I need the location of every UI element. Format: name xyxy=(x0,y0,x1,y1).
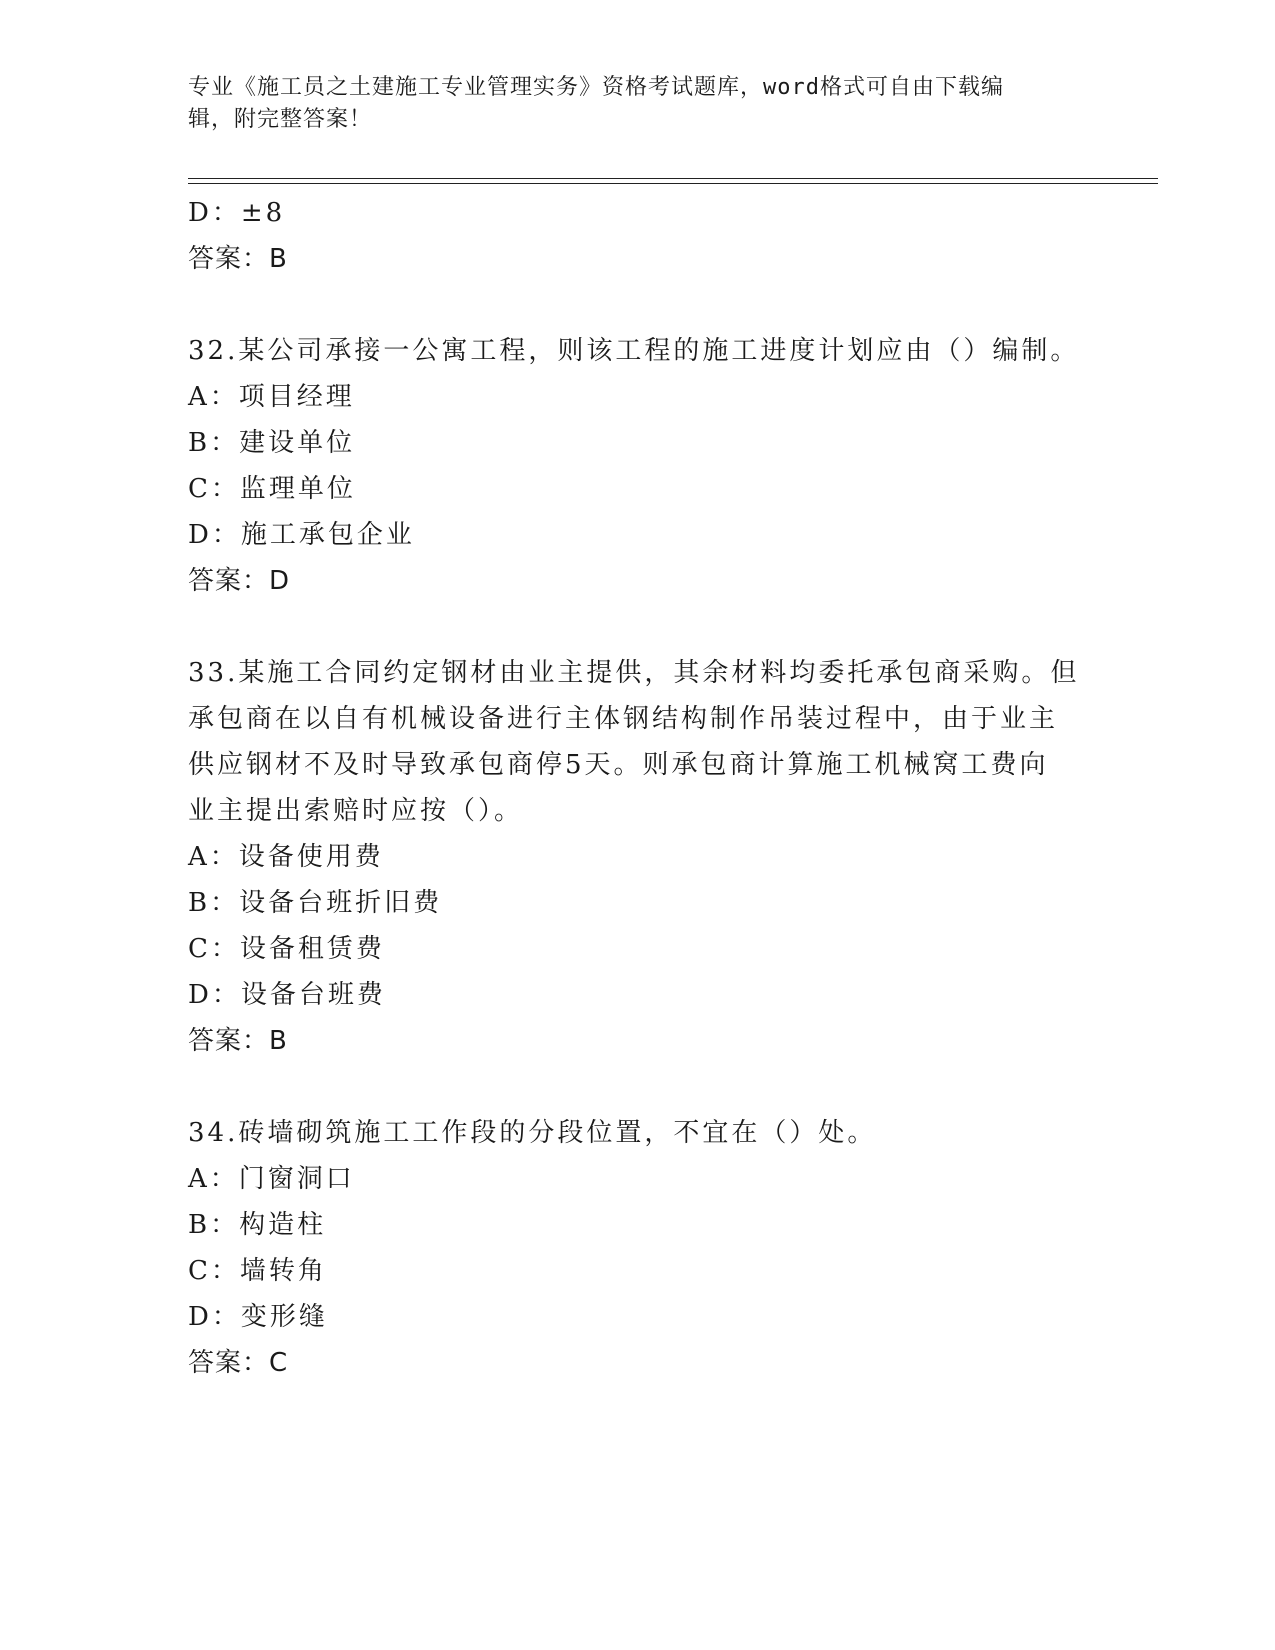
option-d: D：变形缝 xyxy=(188,1302,328,1332)
option-d: D：设备台班费 xyxy=(188,980,386,1010)
question-stem-line: 供应钢材不及时导致承包商停5天。则承包商计算施工机械窝工费向 xyxy=(188,750,1049,780)
answer-line: 答案：C xyxy=(188,1348,289,1378)
option-c: C：墙转角 xyxy=(188,1256,327,1286)
question-stem-line: 32.某公司承接一公寓工程，则该工程的施工进度计划应由（）编制。 xyxy=(188,336,1080,366)
option-a: A：设备使用费 xyxy=(188,842,384,872)
question-stem-line: 34.砖墙砌筑施工工作段的分段位置，不宜在（）处。 xyxy=(188,1118,877,1148)
spacer xyxy=(188,1064,1088,1110)
question-stem-line: 33.某施工合同约定钢材由业主提供，其余材料均委托承包商采购。但 xyxy=(188,658,1080,688)
option-a: A：项目经理 xyxy=(188,382,355,412)
header-line-2: 辑，附完整答案！ xyxy=(188,107,373,132)
header-line-1: 专业《施工员之土建施工专业管理实务》资格考试题库，word格式可自由下载编 xyxy=(188,75,1004,100)
question-32-stem xyxy=(188,328,1088,374)
header-rule-bottom xyxy=(188,183,1158,184)
option-c: C：设备租赁费 xyxy=(188,934,385,964)
option-a: A：门窗洞口 xyxy=(188,1164,355,1194)
spacer xyxy=(188,282,1088,328)
question-stem-line: 业主提出索赔时应按（）。 xyxy=(188,796,524,826)
question-33-stem xyxy=(188,650,1088,834)
question-content xyxy=(188,190,1088,1386)
spacer xyxy=(188,604,1088,650)
option-c: C：监理单位 xyxy=(188,474,356,504)
option-b: B：建设单位 xyxy=(188,428,356,458)
answer-line: 答案：B xyxy=(188,1026,288,1056)
option-b: B：构造柱 xyxy=(188,1210,327,1240)
answer-line: 答案：B xyxy=(188,244,288,274)
header-rule-top xyxy=(188,178,1158,179)
option-d: D：±8 xyxy=(188,198,286,228)
question-34-stem xyxy=(188,1110,1088,1156)
answer-line: 答案：D xyxy=(188,566,291,596)
option-b: B：设备台班折旧费 xyxy=(188,888,443,918)
option-d: D：施工承包企业 xyxy=(188,520,415,550)
document-header xyxy=(188,72,1068,136)
question-stem-line: 承包商在以自有机械设备进行主体钢结构制作吊装过程中，由于业主 xyxy=(188,704,1059,734)
